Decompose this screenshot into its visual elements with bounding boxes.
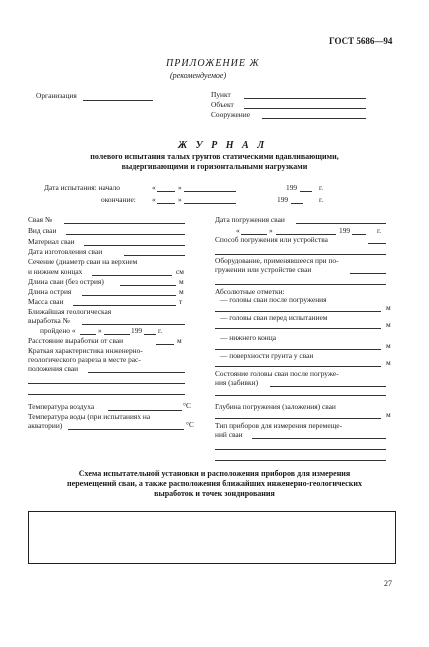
end-date-quote-close: »: [178, 195, 182, 204]
drive-date-year-line[interactable]: [352, 234, 366, 235]
schema-box[interactable]: [28, 511, 396, 564]
manufacture-date-line[interactable]: [124, 255, 185, 256]
passed-label: пройдено «: [40, 326, 76, 335]
point-label: Пункт: [211, 90, 231, 99]
section-label-2: и нижнем концах: [28, 267, 83, 276]
organization-line[interactable]: [83, 100, 153, 101]
test-date-year: 199: [286, 183, 298, 192]
air-temp-label: Температура воздуха: [28, 402, 95, 411]
schema-caption-2: перемещений сваи, а также расположения ближайших инженерно-геологических: [67, 479, 362, 488]
pile-mass-line[interactable]: [73, 305, 176, 306]
mark-1-line[interactable]: [215, 311, 381, 312]
test-date-day-line[interactable]: [157, 191, 175, 192]
length-label: Длина сваи (без острия): [28, 277, 104, 286]
brief-line-2[interactable]: [28, 383, 185, 384]
air-temp-line[interactable]: [108, 410, 182, 411]
pile-mass-unit: т: [179, 297, 183, 306]
nearest-label-2: выработка №: [28, 316, 70, 325]
drive-date-quote-close: »: [269, 226, 273, 235]
abs-marks-label: Абсолютные отметки:: [215, 287, 285, 296]
mark-4-label: — поверхности грунта у сваи: [220, 351, 314, 360]
mark-3-label: — нижнего конца: [220, 333, 276, 342]
devices-line-2[interactable]: [215, 449, 386, 450]
nearest-label-1: Ближайшая геологическая: [28, 307, 112, 316]
passed-month-line[interactable]: [104, 334, 130, 335]
mark-2-label: — головы сваи перед испытанием: [220, 313, 328, 322]
structure-label: Сооружение: [211, 110, 250, 119]
drive-date-line[interactable]: [296, 223, 386, 224]
section-unit: см: [176, 267, 184, 276]
distance-line[interactable]: [156, 344, 174, 345]
devices-line-3[interactable]: [215, 460, 386, 461]
end-date-label: окончание:: [101, 195, 136, 204]
organization-label: Организация: [36, 91, 77, 100]
drive-date-year: 199: [339, 226, 351, 235]
drive-date-g: г.: [377, 226, 382, 235]
passed-g: г.: [158, 326, 163, 335]
air-temp-unit: °С: [183, 401, 191, 410]
gost-number: ГОСТ 5686—94: [329, 36, 393, 46]
appendix-title: ПРИЛОЖЕНИЕ Ж: [166, 58, 260, 69]
journal-subtitle-1: полевого испытания талых грунтов статическими вдавливающими,: [90, 152, 339, 161]
equip-line[interactable]: [350, 273, 386, 274]
equip-label-1: Оборудование, применявшееся при по-: [215, 256, 339, 265]
brief-line-1[interactable]: [88, 372, 185, 373]
equip-line-2[interactable]: [215, 284, 386, 285]
state-label-1: Состояние головы сваи после погруже-: [215, 369, 339, 378]
schema-caption-1: Схема испытательной установки и расположения приборов для измерения: [78, 469, 351, 478]
page-number: 27: [384, 579, 392, 588]
end-date-month-line[interactable]: [184, 203, 236, 204]
end-date-year-line[interactable]: [291, 203, 303, 204]
manufacture-date-label: Дата изготовления сваи: [28, 247, 103, 256]
brief-label-3: положения сваи: [28, 364, 79, 373]
pile-type-label: Вид сваи: [28, 226, 57, 235]
pile-no-line[interactable]: [64, 223, 185, 224]
length-unit: м: [179, 277, 184, 286]
devices-label-1: Тип приборов для измерения перемеще-: [215, 421, 343, 430]
state-line-2[interactable]: [215, 395, 386, 396]
test-date-g: г.: [319, 183, 324, 192]
devices-line[interactable]: [252, 438, 386, 439]
mark-2-line[interactable]: [215, 328, 381, 329]
depth-line[interactable]: [215, 418, 381, 419]
test-date-quote-close: »: [178, 183, 182, 192]
journal-subtitle-2: выдергивающими и горизонтальными нагрузками: [121, 162, 308, 171]
depth-unit: м: [386, 410, 391, 419]
test-date-month-line[interactable]: [184, 191, 236, 192]
drive-date-quote-open: «: [236, 226, 240, 235]
brief-label-1: Краткая характеристика инженерно-: [28, 346, 143, 355]
tip-length-line[interactable]: [82, 295, 176, 296]
state-line[interactable]: [270, 386, 386, 387]
pile-no-label: Свая №: [28, 215, 52, 224]
point-line[interactable]: [244, 98, 366, 99]
test-date-quote-open: «: [152, 183, 156, 192]
method-line[interactable]: [368, 243, 386, 244]
distance-unit: м: [177, 336, 182, 345]
pile-type-line[interactable]: [66, 234, 185, 235]
journal-title: Ж У Р Н А Л: [178, 140, 268, 151]
test-date-label: Дата испытания: начало: [44, 183, 120, 192]
length-line[interactable]: [120, 285, 176, 286]
end-date-day-line[interactable]: [157, 203, 175, 204]
tip-length-label: Длина острия: [28, 287, 72, 296]
pile-mass-label: Масса сваи: [28, 297, 64, 306]
mark-1-label: — головы сваи после погружения: [220, 295, 327, 304]
mark-3-line[interactable]: [215, 349, 381, 350]
equip-label-2: гружении или устройстве сваи: [215, 265, 312, 274]
end-date-year: 199: [277, 195, 289, 204]
section-label-1: Сечение (диаметр сваи на верхнем: [28, 257, 138, 266]
nearest-line[interactable]: [82, 324, 185, 325]
passed-quote-close: »: [98, 326, 102, 335]
section-line[interactable]: [92, 275, 172, 276]
pile-material-line[interactable]: [84, 245, 185, 246]
method-label: Способ погружения или устройства: [215, 235, 328, 244]
schema-caption-3: выработок и точек зондирования: [154, 489, 275, 498]
state-label-2: ния (забивки): [215, 378, 259, 387]
water-temp-label-1: Температура воды (при испытаниях на: [28, 412, 151, 421]
distance-label: Расстояние выработки от сваи: [28, 336, 124, 345]
brief-line-3[interactable]: [28, 394, 185, 395]
mark-1-unit: м: [386, 303, 391, 312]
drive-date-label: Дата погружения сваи: [215, 215, 285, 224]
end-date-g: г.: [319, 195, 324, 204]
method-line-2[interactable]: [215, 254, 386, 255]
mark-4-line[interactable]: [215, 366, 381, 367]
mark-4-unit: м: [386, 358, 391, 367]
object-label: Объект: [211, 100, 234, 109]
structure-line[interactable]: [262, 118, 366, 119]
mark-2-unit: м: [386, 320, 391, 329]
passed-day-line[interactable]: [80, 334, 96, 335]
water-temp-unit: °С: [186, 420, 194, 429]
pile-material-label: Материал сваи: [28, 237, 75, 246]
mark-3-unit: м: [386, 341, 391, 350]
water-temp-label-2: акватории): [28, 421, 63, 430]
water-temp-line[interactable]: [68, 429, 184, 430]
object-line[interactable]: [244, 108, 366, 109]
passed-year-line[interactable]: [144, 334, 156, 335]
devices-label-2: ний сваи: [215, 430, 243, 439]
brief-label-2: геологического разреза в месте рас-: [28, 355, 141, 364]
tip-length-unit: м: [179, 287, 184, 296]
appendix-subtitle: (рекомендуемое): [170, 71, 227, 80]
passed-year: 199: [131, 326, 143, 335]
test-date-year-line[interactable]: [300, 191, 312, 192]
end-date-quote-open: «: [152, 195, 156, 204]
depth-label: Глубина погружения (заложения) сваи: [215, 402, 336, 411]
